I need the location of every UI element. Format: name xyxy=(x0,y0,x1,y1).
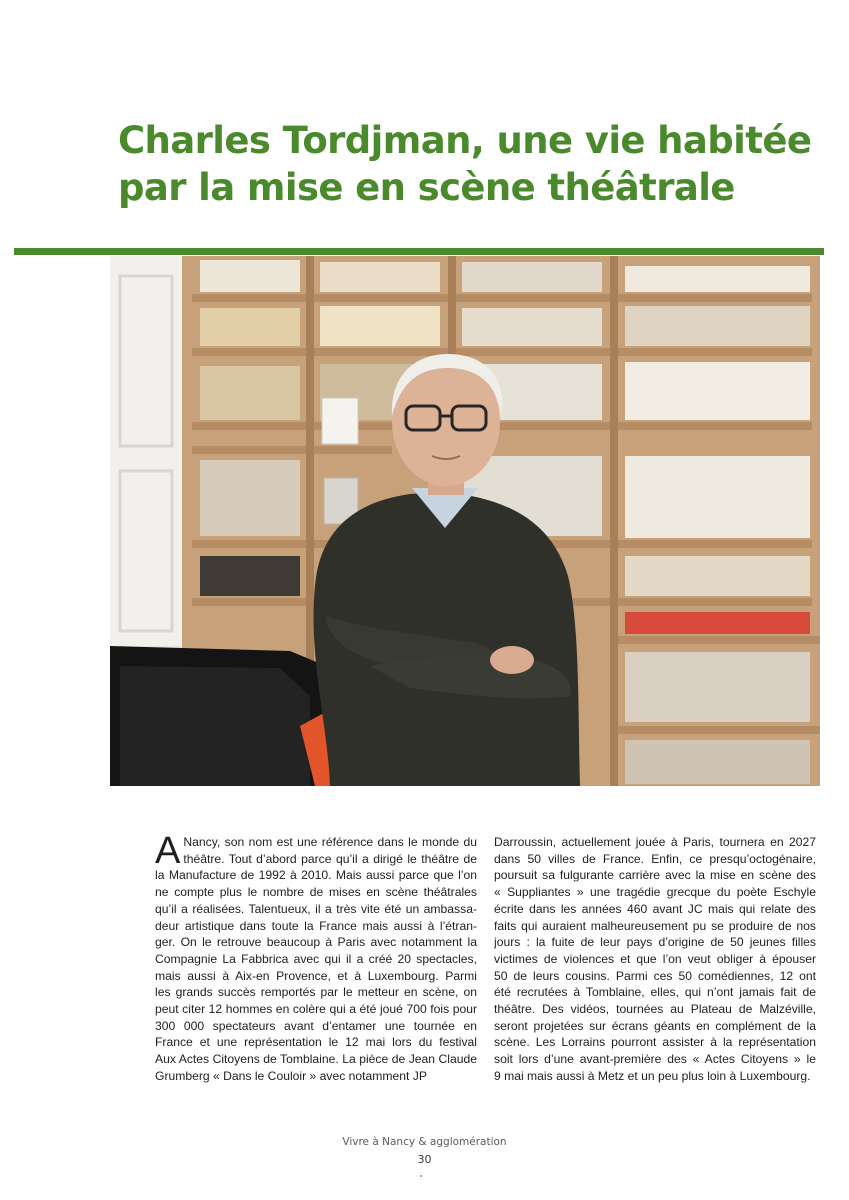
text-line: la Manufacture de 1992 à 2010. Mais aussi parce que l’on xyxy=(155,868,477,883)
text-line: poursuit sa fulgurante carrière avec la mise en scène des xyxy=(494,868,816,883)
print-mark xyxy=(420,1175,422,1177)
text-line: peut citer 12 hommes en colère qui a été joué 700 fois pour xyxy=(155,1002,477,1017)
text-line: « Suppliantes » une tragédie grecque du poète Eschyle xyxy=(494,885,816,900)
text-line: Aux Actes Citoyens de Tomblaine. La pièce de Jean Claude xyxy=(155,1052,477,1067)
text-line: Darroussin, actuellement jouée à Paris, tournera en 2027 xyxy=(494,835,816,849)
text-line: faits qui auraient malheureusement pu se produire de nos xyxy=(494,918,816,933)
text-line: deur artistique dans toute la France mais aussi à l’étran- xyxy=(155,918,477,933)
text-line: ger. On le retrouve beaucoup à Paris avec notamment la xyxy=(155,935,477,950)
text-line: dans 50 villes de France. Enfin, ce presqu’octogénaire, xyxy=(494,851,816,866)
article-column-left xyxy=(155,830,477,1085)
text-line: scène. Les Lorrains pourront assister à la représentation xyxy=(494,1035,816,1050)
text-line: Nancy, son nom est une référence dans le monde du xyxy=(183,835,477,849)
text-line: 9 mai mais aussi à Metz et un peu plus loin à Luxembourg. xyxy=(494,1068,811,1083)
drop-cap: A xyxy=(155,830,181,872)
text-line: théâtre. Des vidéos, tournées au Plateau de Malzéville, xyxy=(494,1002,816,1017)
title-divider xyxy=(14,248,824,255)
title-line: par la mise en scène théâtrale xyxy=(118,165,735,209)
portrait-photo xyxy=(110,256,820,786)
text-line: mais aussi à Aix-en Provence, et à Luxembourg. Parmi xyxy=(155,968,477,983)
publication-name: Vivre à Nancy & agglomération xyxy=(342,1136,507,1148)
text-line: Grumberg « Dans le Couloir » avec notamment JP xyxy=(155,1068,427,1083)
article-column-right xyxy=(494,834,816,1085)
text-line: écrite dans les années 460 avant JC mais qui relate des xyxy=(494,901,816,916)
text-line: 300 000 spectateurs avant d’entamer une tournée en xyxy=(155,1018,477,1033)
text-line: 50 de leurs cousins. Parmi ces 50 comédiennes, 12 ont xyxy=(494,968,816,983)
text-line: victimes de violences et que l’on veut obliger à épouser xyxy=(494,951,816,966)
page-number: 30 xyxy=(417,1153,432,1166)
text-line: ne compte plus le nombre de mises en scène théâtrales xyxy=(155,885,477,900)
text-line: seront projetées sur écrans géants en complément de la xyxy=(494,1018,816,1033)
text-line: jours : la fuite de leur pays d’origine de 50 jeunes filles xyxy=(494,935,816,950)
title-line: Charles Tordjman, une vie habitée xyxy=(118,119,812,162)
article-title xyxy=(118,118,818,212)
text-line: théâtre. Tout d’abord parce qu’il a dirigé le théâtre de xyxy=(183,851,477,866)
text-line: qu’il a réalisées. Talentueux, il a très vite été un ambassa- xyxy=(155,901,477,916)
text-line: soit lors d’une avant-première des « Actes Citoyens » le xyxy=(494,1052,816,1067)
text-line: Compagnie La Fabbrica avec qui il a créé 20 spectacles, xyxy=(155,951,477,966)
text-line: été recrutées à Tomblaine, elles, qui n’ont jamais fait de xyxy=(494,985,816,1000)
text-line: France et une représentation le 12 mai lors du festival xyxy=(155,1035,477,1050)
text-line: les grands succès remportés par le metteur en scène, on xyxy=(155,985,477,1000)
